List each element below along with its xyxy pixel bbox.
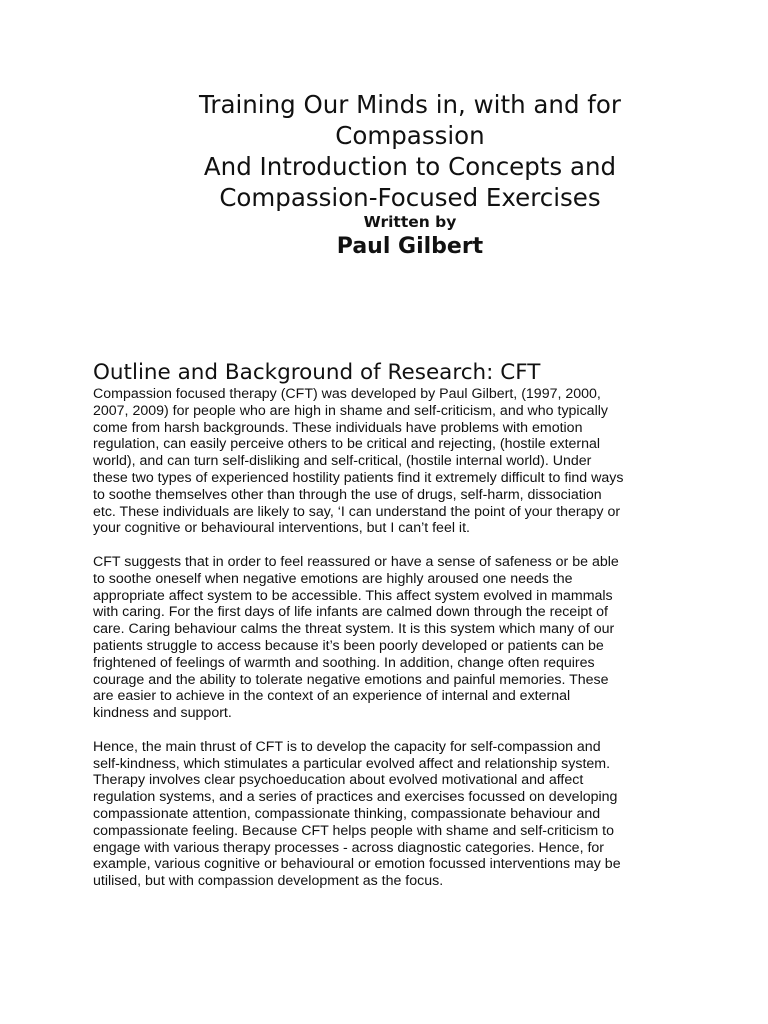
text-line: appropriate affect system to be accessible. This affect system evolved in mammals <box>93 587 613 604</box>
text-line: utilised, but with compassion development as the focus. <box>93 873 444 890</box>
text-line: etc. These individuals are likely to say, ‘I can understand the point of your therapy or <box>93 503 621 520</box>
text-line: Compassion focused therapy (CFT) was developed by Paul Gilbert, (1997, 2000, <box>93 386 601 402</box>
section-heading: Outline and Background of Research: CFT <box>93 360 541 385</box>
paragraph <box>93 386 693 537</box>
text-line: compassionate feeling. Because CFT helps people with shame and self-criticism to <box>93 822 614 839</box>
text-line: your cognitive or behavioural interventions, but I can’t feel it. <box>93 520 470 537</box>
text-line: self-kindness, which stimulates a particular evolved affect and relationship system. <box>93 755 611 772</box>
text-line: world), and can turn self-disliking and self-critical, (hostile internal world). Under <box>93 453 592 470</box>
text-line: to soothe themselves other than through the use of drugs, self-harm, dissociation <box>93 486 602 503</box>
text-line: example, various cognitive or behavioural or emotion focussed interventions may be <box>93 856 621 873</box>
text-line: patients struggle to access because it’s been poorly developed or patients can be <box>93 637 604 654</box>
text-line: CFT suggests that in order to feel reassured or have a sense of safeness or be able <box>93 553 619 570</box>
text-line: these two types of experienced hostility patients find it extremely difficult to find ways <box>93 469 624 486</box>
text-line: care. Caring behaviour calms the threat system. It is this system which many of our <box>93 621 615 638</box>
text-line: courage and the ability to tolerate negative emotions and painful memories. These <box>93 671 609 688</box>
paragraph <box>93 739 693 890</box>
text-line: with caring. For the first days of life infants are calmed down through the receipt of <box>93 604 608 621</box>
text-line: frightened of feelings of warmth and soothing. In addition, change often requires <box>93 654 595 671</box>
text-line: regulation systems, and a series of practices and exercises focussed on developing <box>93 789 618 806</box>
written-by-label: Written by <box>363 213 457 231</box>
document-subtitle-line: And Introduction to Concepts and <box>203 152 617 181</box>
title-block <box>100 89 720 262</box>
body-text <box>93 386 693 907</box>
text-line: come from harsh backgrounds. These individuals have problems with emotion <box>93 419 583 436</box>
author-name: Paul Gilbert <box>336 234 484 259</box>
text-line: are easier to achieve in the context of an experience of internal and external <box>93 688 571 705</box>
text-line: engage with various therapy processes - across diagnostic categories. Hence, for <box>93 839 605 856</box>
text-line: Therapy involves clear psychoeducation about evolved motivational and affect <box>93 772 584 789</box>
document-title-line: Compassion <box>335 121 485 150</box>
text-line: to soothe oneself when negative emotions are highly aroused one needs the <box>93 570 573 587</box>
document-title-line: Training Our Minds in, with and for <box>199 90 621 119</box>
text-line: compassionate attention, compassionate thinking, compassionate behaviour and <box>93 805 601 822</box>
text-line: 2007, 2009) for people who are high in shame and self-criticism, and who typically <box>93 402 608 419</box>
document-subtitle-line: Compassion-Focused Exercises <box>219 183 601 212</box>
text-line: Hence, the main thrust of CFT is to develop the capacity for self-compassion and <box>93 738 601 755</box>
paragraph <box>93 554 693 722</box>
text-line: regulation, can easily perceive others to be critical and rejecting, (hostile external <box>93 436 601 453</box>
text-line: kindness and support. <box>93 705 232 722</box>
